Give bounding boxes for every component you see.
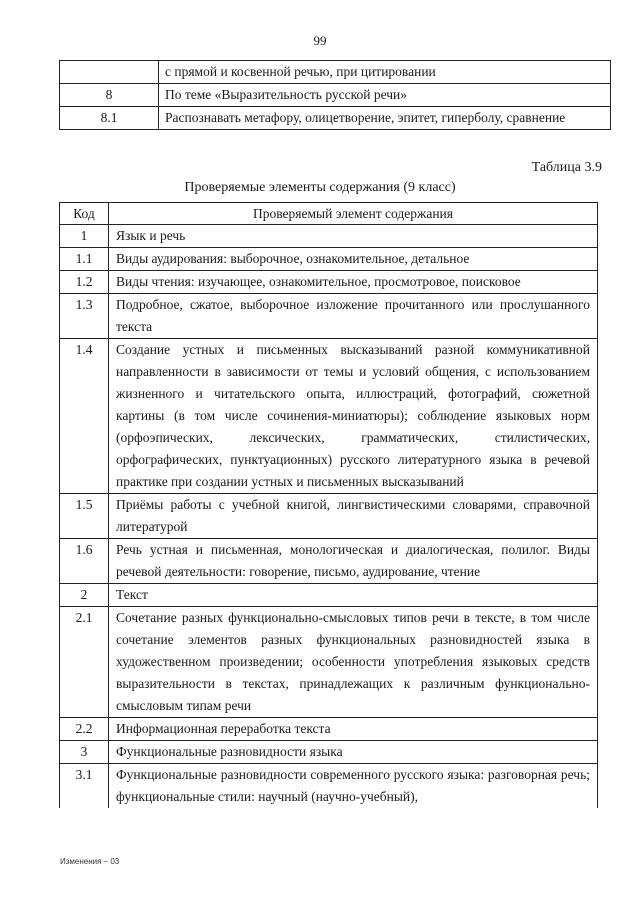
row-code: 1 [60,225,109,248]
row-code: 2.2 [60,718,109,741]
table-row [60,494,598,539]
table-row [60,84,611,107]
table-row [60,539,598,584]
row-text: Подробное, сжатое, выборочное изложение прочитанного или прослушанного текста [109,294,598,339]
row-text: с прямой и косвенной речью, при цитировании [159,61,611,84]
row-code: 1.5 [60,494,109,539]
row-code [60,61,159,84]
row-text: Создание устных и письменных высказываний разной коммуникативной направленности в зависимости от темы и условий общения, с использованием жизненного и читательского опыта, иллюстраций, фотографий, сюжетной картины (в том числе сочинения-миниатюры); соблюдение языковых норм (орфоэпических, лексических, грамматических, стилистических, орфографических, пунктуационных) русского литературного языка в речевой практике при создании устных и письменных высказываний [109,339,598,494]
row-text: Распознавать метафору, олицетворение, эпитет, гиперболу, сравнение [159,107,611,130]
row-code: 1.4 [60,339,109,494]
row-text: Информационная переработка текста [109,718,598,741]
content-elements-table [59,202,598,808]
table-row [60,271,598,294]
row-code: 8.1 [60,107,159,130]
row-text: Язык и речь [109,225,598,248]
table-row [60,764,598,809]
row-code: 1.3 [60,294,109,339]
row-text: Сочетание разных функционально-смысловых типов речи в тексте, в том числе сочетание элементов разных функциональных разновидностей языка в художественном произведении; особенности употребления языковых средств выразительности в текстах, принадлежащих к различным функционально-смысловым типам речи [109,607,598,718]
table-row [60,584,598,607]
table-caption: Проверяемые элементы содержания (9 класс) [184,180,456,195]
table-row [60,61,611,84]
header-element: Проверяемый элемент содержания [109,203,598,225]
row-text: Функциональные разновидности современного русского языка: разговорная речь; функциональные стили: научный (научно-учебный), [109,764,598,809]
table-row [60,225,598,248]
row-text: Текст [109,584,598,607]
table-row [60,718,598,741]
table-row [60,248,598,271]
row-text: Приёмы работы с учебной книгой, лингвистическими словарями, справочной литературой [109,494,598,539]
row-code: 1.1 [60,248,109,271]
table-row [60,741,598,764]
row-text: Виды аудирования: выборочное, ознакомительное, детальное [109,248,598,271]
header-code: Код [60,203,109,225]
row-code: 3.1 [60,764,109,809]
table-row [60,607,598,718]
row-text: Виды чтения: изучающее, ознакомительное, просмотровое, поисковое [109,271,598,294]
footer-revision-note: Изменения – 03 [60,857,120,866]
row-code: 1.2 [60,271,109,294]
row-code: 2 [60,584,109,607]
page-number: 99 [313,33,327,48]
row-text: По теме «Выразительность русской речи» [159,84,611,107]
row-code: 8 [60,84,159,107]
row-code: 2.1 [60,607,109,718]
table-row [60,107,611,130]
row-code: 1.6 [60,539,109,584]
table-header-row [60,203,598,225]
row-text: Функциональные разновидности языка [109,741,598,764]
table-row [60,339,598,494]
table-label: Таблица 3.9 [531,160,602,175]
row-text: Речь устная и письменная, монологическая и диалогическая, полилог. Виды речевой деятельности: говорение, письмо, аудирование, чтение [109,539,598,584]
previous-table-continuation [59,60,611,130]
row-code: 3 [60,741,109,764]
table-row [60,294,598,339]
